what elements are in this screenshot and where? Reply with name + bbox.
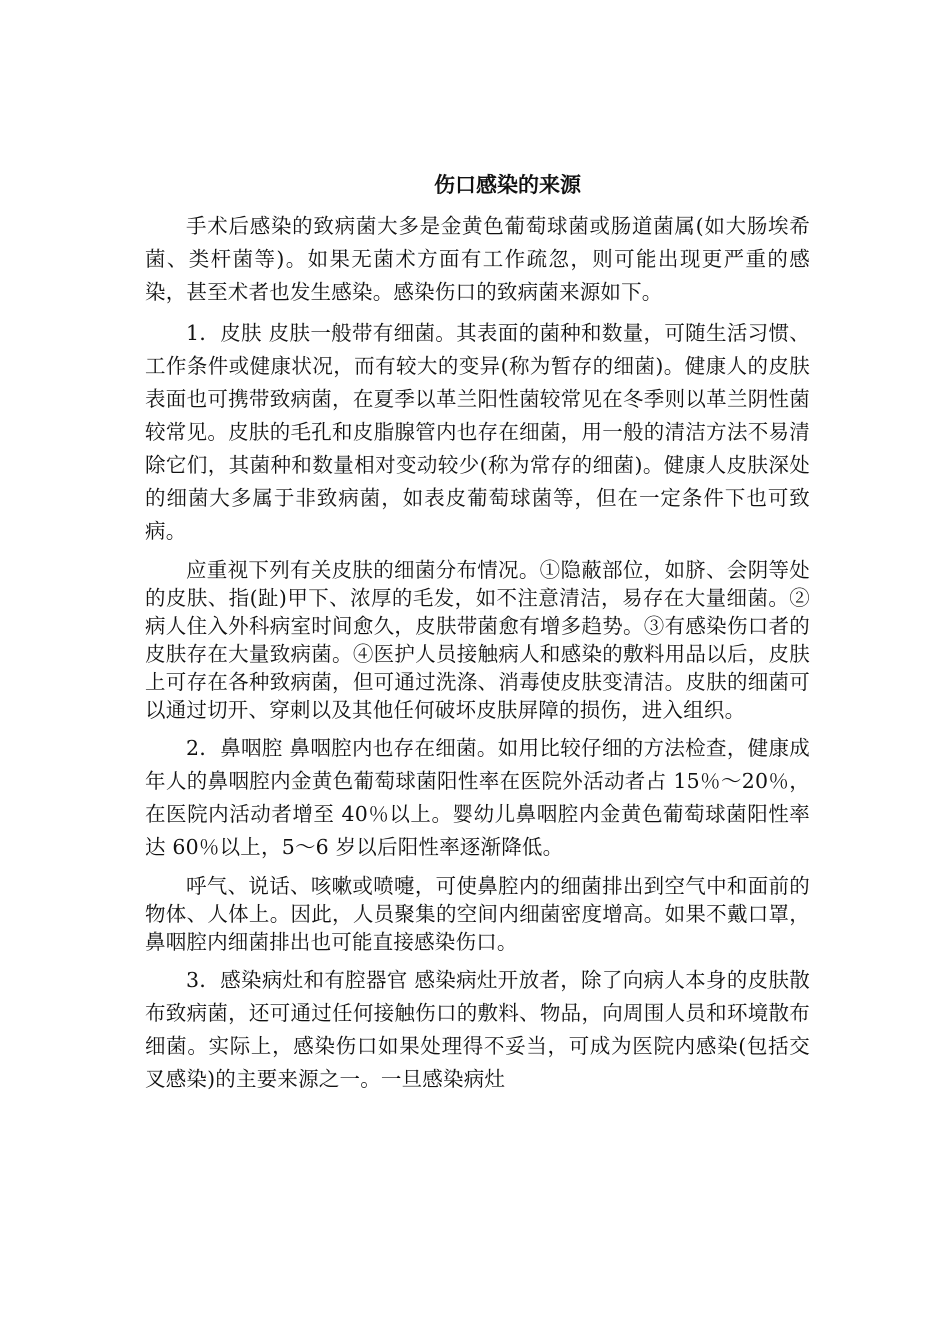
paragraph-breathing: 呼气、说话、咳嗽或喷嚏，可使鼻腔内的细菌排出到空气中和面前的物体、人体上。因此，人员聚集的空间内细菌密度增高。如果不戴口罩，鼻咽腔内细菌排出也可能直接感染伤口。 — [145, 874, 810, 954]
document-title: 伤口感染的来源 — [434, 172, 581, 197]
paragraph-skin: 1．皮肤 皮肤一般带有细菌。其表面的菌种和数量，可随生活习惯、工作条件或健康状况，而有较大的变异(称为暂存的细菌)。健康人的皮肤表面也可携带致病菌，在夏季以革兰阳性菌较常见在冬季则以革兰阴性菌较常见。皮肤的毛孔和皮脂腺管内也存在细菌，用一般的清洁方法不易清除它们，其菌种和数量相对变动较少(称为常存的细菌)。健康人皮肤深处的细菌大多属于非致病菌，如表皮葡萄球菌等，但在一定条件下也可致病。 — [145, 321, 810, 543]
paragraph-nasopharynx: 2．鼻咽腔 鼻咽腔内也存在细菌。如用比较仔细的方法检查，健康成年人的鼻咽腔内金黄色葡萄球菌阳性率在医院外活动者占 15％～20％，在医院内活动者增至 40％以上。婴幼儿鼻咽腔内金黄色葡萄球菌阳性率达 60％以上，5～6 岁以后阳性率逐渐降低。 — [145, 736, 810, 859]
paragraph-intro: 手术后感染的致病菌大多是金黄色葡萄球菌或肠道菌属(如大肠埃希菌、类杆菌等)。如果无菌术方面有工作疏忽，则可能出现更严重的感染，甚至术者也发生感染。感染伤口的致病菌来源如下。 — [145, 214, 810, 304]
paragraph-infection-focus: 3．感染病灶和有腔器官 感染病灶开放者，除了向病人本身的皮肤散布致病菌，还可通过任何接触伤口的敷料、物品，向周围人员和环境散布细菌。实际上，感染伤口如果处理得不妥当，可成为医院内感染(包括交叉感染)的主要来源之一。一旦感染病灶 — [145, 968, 810, 1091]
document-page — [145, 170, 810, 1104]
paragraph-skin-distribution: 应重视下列有关皮肤的细菌分布情况。①隐蔽部位，如脐、会阴等处的皮肤、指(趾)甲下、浓厚的毛发，如不注意清洁，易存在大量细菌。②病人住入外科病室时间愈久，皮肤带菌愈有增多趋势。③有感染伤口者的皮肤存在大量致病菌。④医护人员接触病人和感染的敷料用品以后，皮肤上可存在各种致病菌，但可通过洗涤、消毒使皮肤变清洁。皮肤的细菌可以通过切开、穿刺以及其他任何破坏皮肤屏障的损伤，进入组织。 — [145, 558, 810, 722]
